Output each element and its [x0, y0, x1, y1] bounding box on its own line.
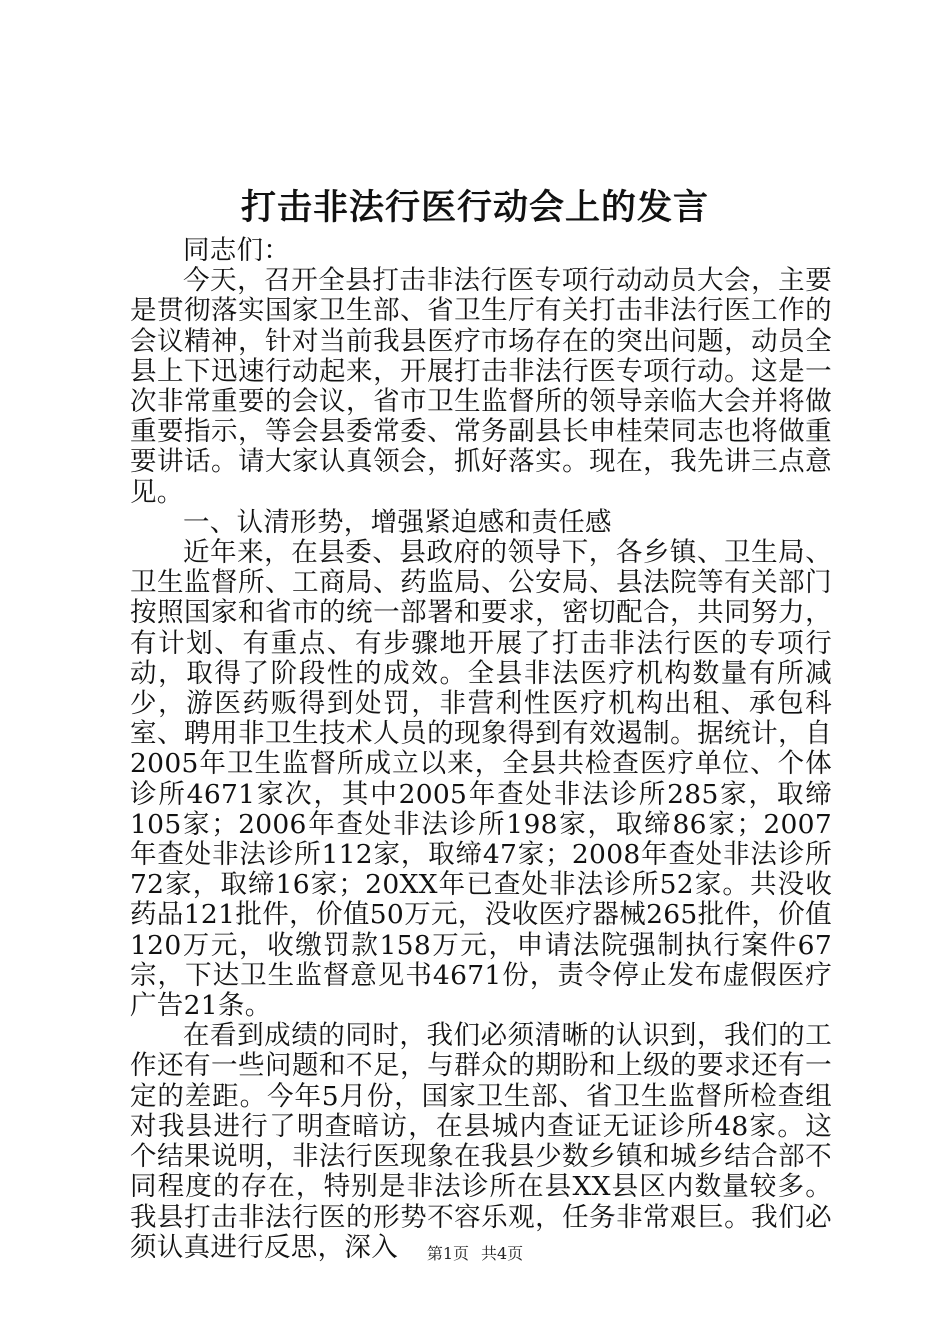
problems-paragraph: 在看到成绩的同时，我们必须清晰的认识到，我们的工作还有一些问题和不足，与群众的期盼和上级的要求还有一定的差距。今年5月份，国家卫生部、省卫生监督所检查组对我县进行了明查暗访，在县城内查证无证诊所48家。这个结果说明，非法行医现象在我县少数乡镇和城乡结合部不同程度的存在，特别是非法诊所在县XX县区内数量较多。我县打击非法行医的形势不容乐观，任务非常艰巨。我们必须认真进行反思，深入	[130, 1020, 832, 1263]
achievements-paragraph: 近年来，在县委、县政府的领导下，各乡镇、卫生局、卫生监督所、工商局、药监局、公安局、县法院等有关部门按照国家和省市的统一部署和要求，密切配合，共同努力，有计划、有重点、有步骤地开展了打击非法行医的专项行动，取得了阶段性的成效。全县非法医疗机构数量有所减少，游医药贩得到处罚，非营利性医疗机构出租、承包科室、聘用非卫生技术人员的现象得到有效遏制。据统计，自2005年卫生监督所成立以来，全县共检查医疗单位、个体诊所4671家次，其中2005年查处非法诊所285家，取缔105家；2006年查处非法诊所198家，取缔86家；2007年查处非法诊所112家，取缔47家；2008年查处非法诊所72家，取缔16家；20XX年已查处非法诊所52家。共没收药品121批件，价值50万元，没收医疗器械265批件，价值120万元，收缴罚款158万元，申请法院强制执行案件67宗，下达卫生监督意见书4671份，责令停止发布虚假医疗广告21条。	[130, 537, 832, 1022]
section-heading: 一、认清形势，增强紧迫感和责任感	[183, 506, 612, 538]
page-number: 第1页	[426, 1244, 469, 1263]
intro-paragraph: 今天，召开全县打击非法行医专项行动动员大会，主要是贯彻落实国家卫生部、省卫生厅有关打击非法行医工作的会议精神，针对当前我县医疗市场存在的突出问题，动员全县上下迅速行动起来，开展打击非法行医专项行动。这是一次非常重要的会议，省市卫生监督所的领导亲临大会并将做重要指示，等会县委常委、常务副县长申桂荣同志也将做重要讲话。请大家认真领会，抓好落实。现在，我先讲三点意见。	[130, 265, 832, 508]
salutation-paragraph: 同志们：	[183, 235, 291, 266]
page-total: 共4页	[481, 1244, 524, 1263]
page-footer	[0, 1243, 950, 1265]
document-body	[130, 236, 832, 1263]
document-title: 打击非法行医行动会上的发言	[240, 188, 709, 228]
